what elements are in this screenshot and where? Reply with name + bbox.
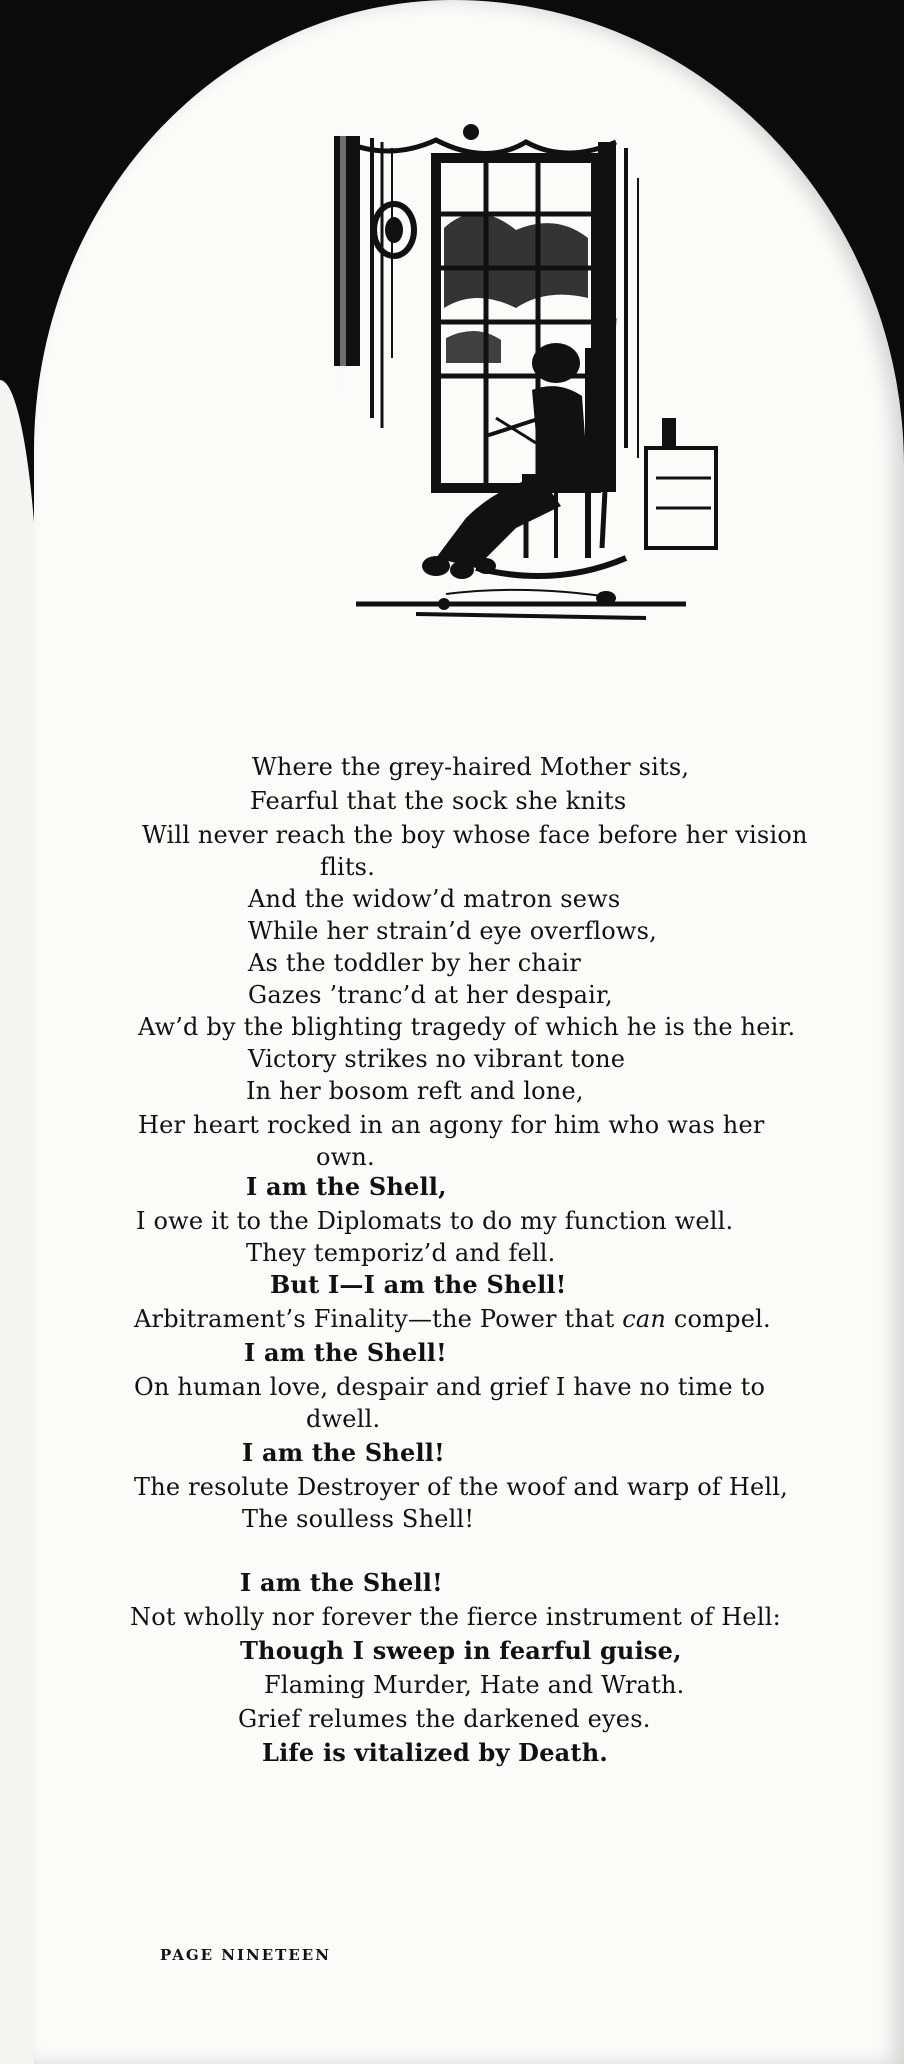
poem-line: Though I sweep in fearful guise, — [240, 1636, 682, 1665]
poem-line: The soulless Shell! — [242, 1505, 475, 1533]
poem-line: I owe it to the Diplomats to do my function well. — [136, 1207, 734, 1235]
poem-line: Her heart rocked in an agony for him who was her — [138, 1111, 765, 1139]
poem-line: But I—I am the Shell! — [270, 1270, 567, 1299]
poem-line: The resolute Destroyer of the woof and warp of Hell, — [134, 1473, 788, 1501]
poem-line: flits. — [320, 853, 376, 881]
poem-line: Will never reach the boy whose face before her vision — [142, 821, 808, 849]
poem-line: In her bosom reft and lone, — [246, 1077, 584, 1105]
poem-line: While her strain’d eye overflows, — [248, 917, 657, 945]
poem-line: I am the Shell, — [246, 1172, 447, 1201]
poem-line: As the toddler by her chair — [248, 949, 582, 977]
poem-line: And the widow’d matron sews — [248, 885, 621, 913]
poem-line: Where the grey-haired Mother sits, — [252, 753, 690, 781]
poem-line-italic-emphasis — [134, 1304, 771, 1334]
poem-line: Not wholly nor forever the fierce instrument of Hell: — [130, 1603, 781, 1631]
poem-line: I am the Shell! — [240, 1568, 443, 1597]
poem-line: Gazes ’tranc’d at her despair, — [248, 981, 613, 1009]
poem-line: Life is vitalized by Death. — [262, 1738, 608, 1767]
poem-line: I am the Shell! — [242, 1438, 445, 1467]
poem-line: I am the Shell! — [244, 1338, 447, 1367]
poem-line: Victory strikes no vibrant tone — [248, 1045, 626, 1073]
poem-line: dwell. — [306, 1405, 381, 1433]
poem-line: own. — [316, 1143, 375, 1171]
poem-line: Flaming Murder, Hate and Wrath. — [264, 1671, 685, 1699]
poem-line: Aw’d by the blighting tragedy of which he is the heir. — [138, 1013, 796, 1041]
poem-line: Grief relumes the darkened eyes. — [238, 1705, 651, 1733]
page-number-label: PAGE NINETEEN — [160, 1946, 331, 1964]
poem-line-start: Arbitrament’s Finality—the Power that — [134, 1305, 623, 1333]
poem-line: Fearful that the sock she knits — [250, 787, 627, 815]
poem-line-end: compel. — [666, 1305, 771, 1333]
book-page — [34, 0, 904, 2064]
poem-text — [34, 0, 904, 2064]
poem-line: On human love, despair and grief I have no time to — [134, 1373, 766, 1401]
poem-line: They temporiz’d and fell. — [246, 1239, 556, 1267]
italic-word: can — [622, 1305, 667, 1333]
